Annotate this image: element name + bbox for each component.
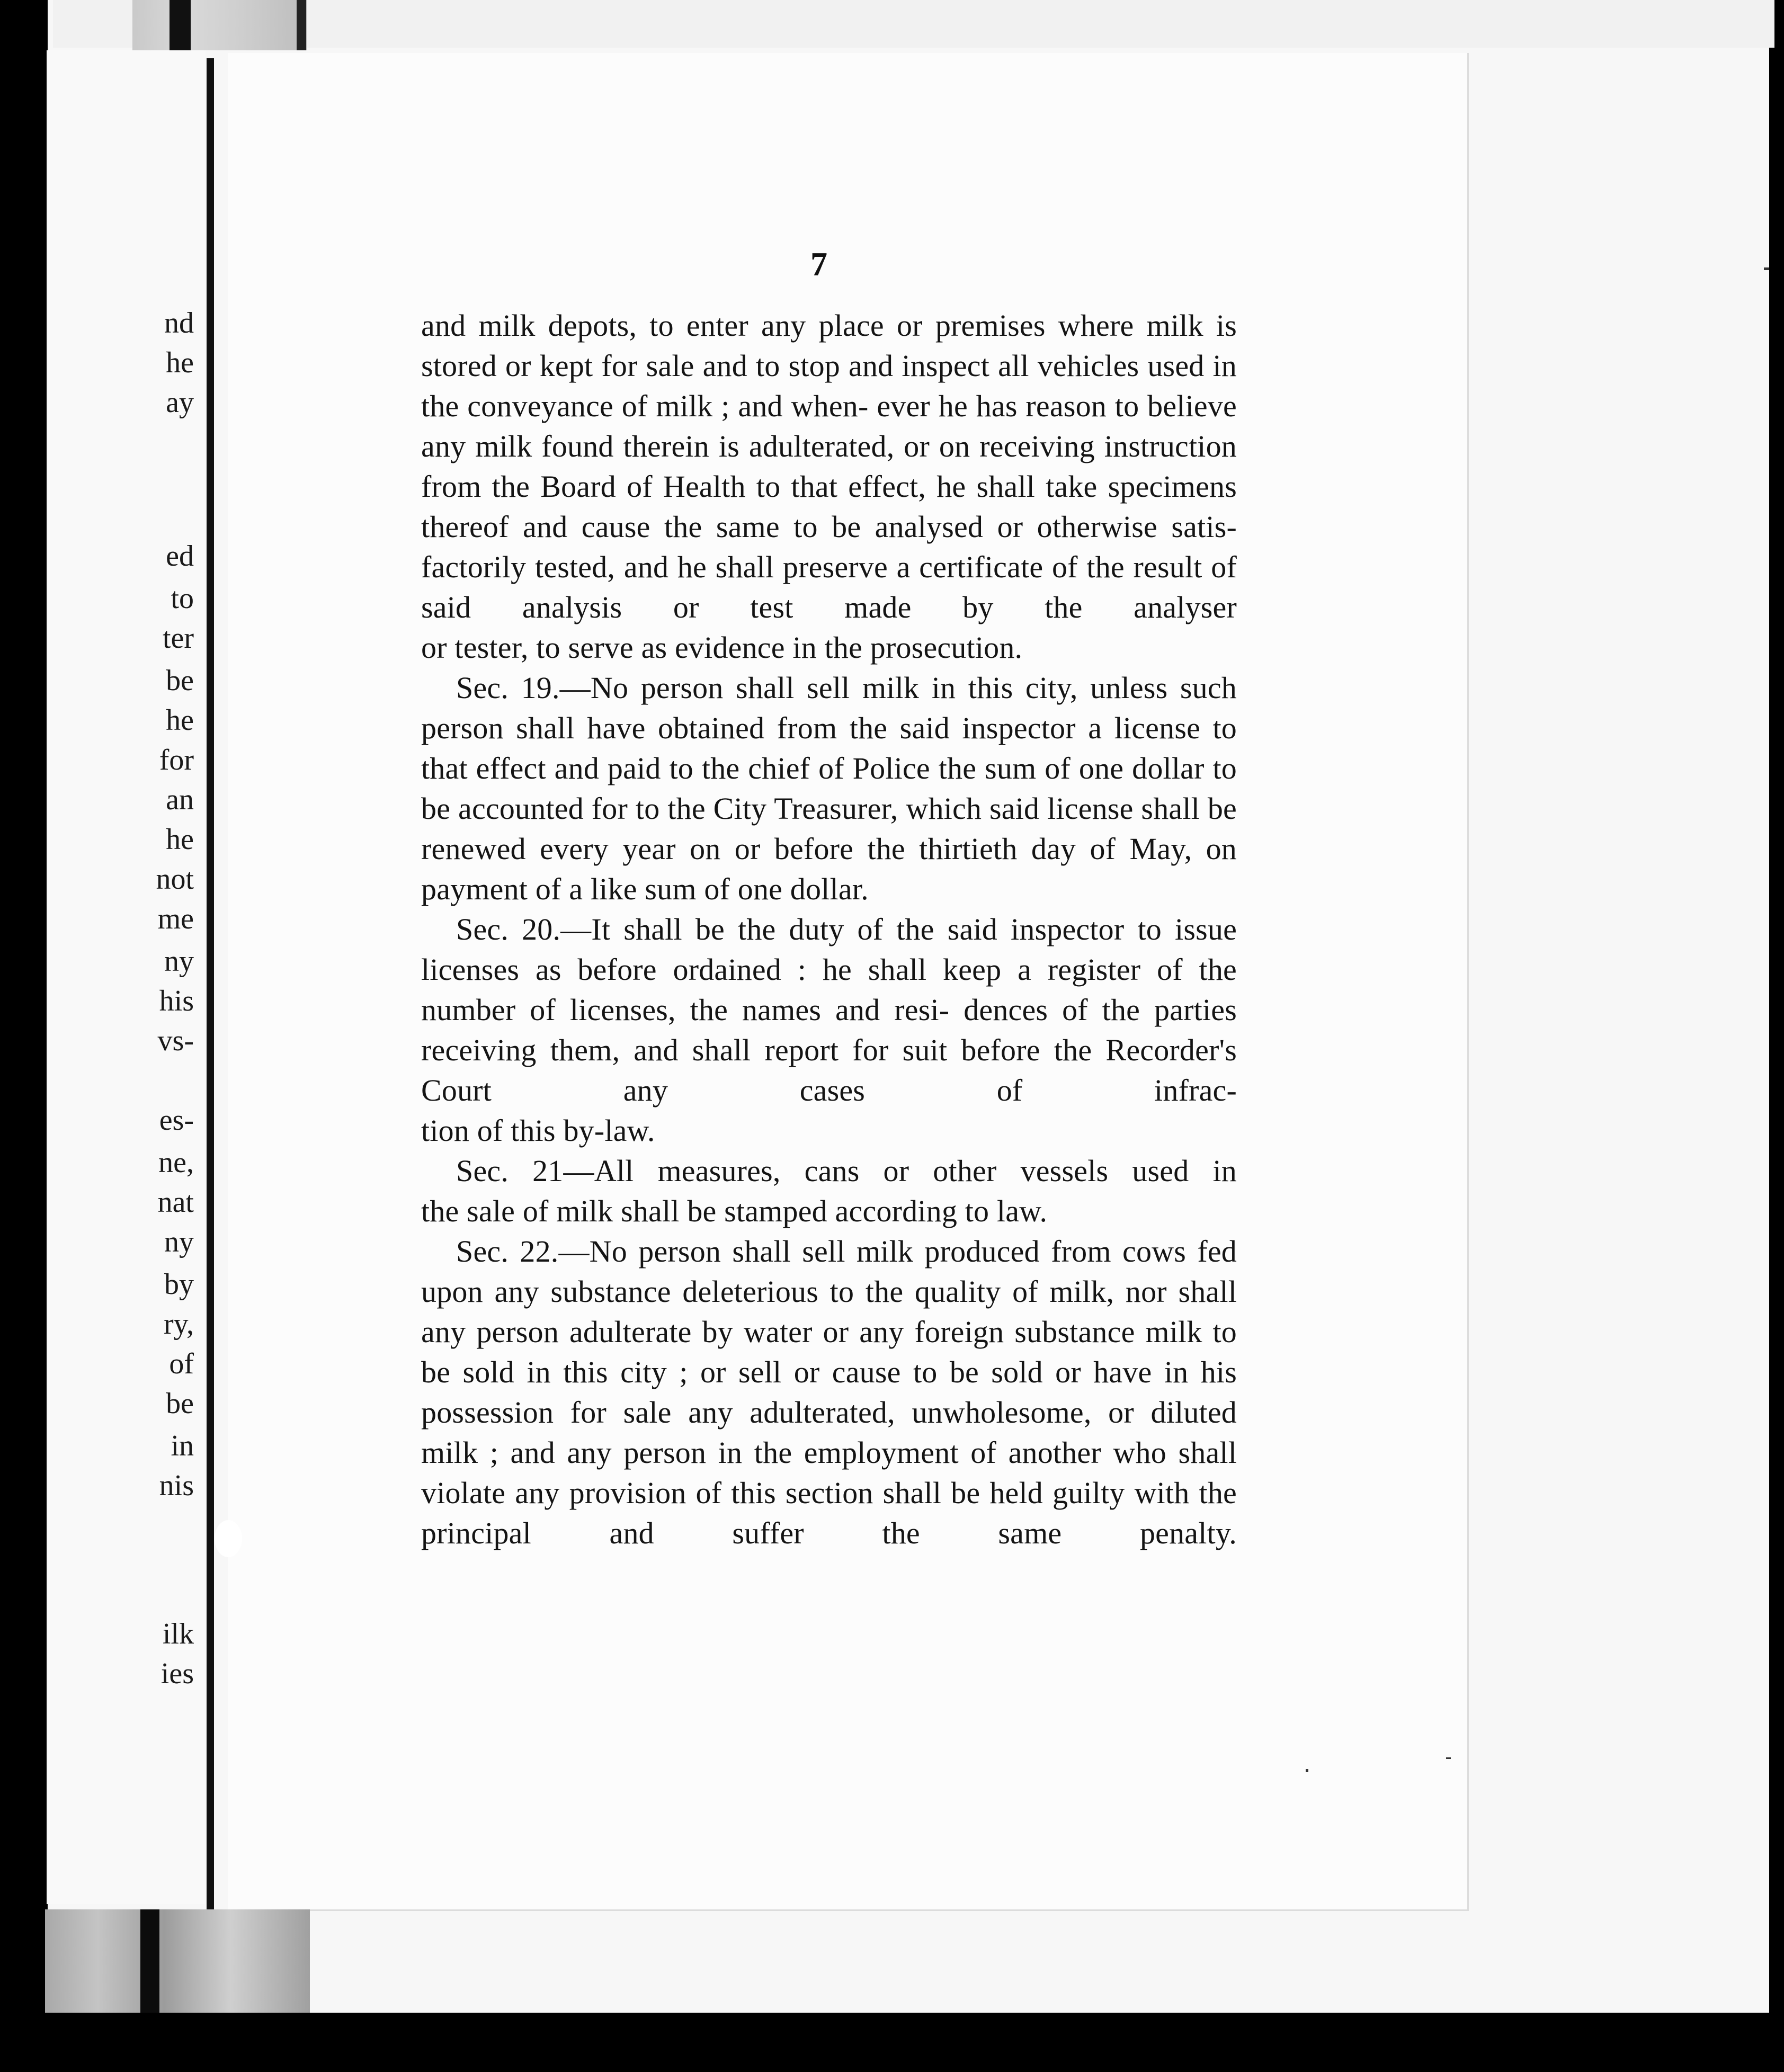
text-line: and cause the same to be analysed or otherwise satis- <box>523 510 1237 544</box>
paragraph-sec-22 <box>421 1231 1237 1553</box>
scan-mark <box>1306 1769 1308 1772</box>
text-line: guilty with the principal and suffer the same penalty. <box>421 1476 1237 1550</box>
text-line: the result of said analysis or test made by the analyser <box>421 550 1237 624</box>
left-fragment: ny <box>164 945 194 978</box>
binding-top-dark-strip <box>170 0 191 50</box>
text-line: every year on or before the thirtieth day of May, on <box>540 832 1237 866</box>
left-fragment: be <box>166 1387 194 1420</box>
left-fragment: ies <box>160 1657 194 1690</box>
paragraph-sec-21 <box>421 1151 1237 1191</box>
left-fragment: in <box>171 1430 194 1462</box>
text-line: the City Treasurer, which said license shall be renewed <box>421 791 1237 866</box>
left-fragment: he <box>166 704 194 737</box>
left-fragment: ay <box>166 386 194 419</box>
text-line: inspector a license to that effect and paid to the chief <box>421 711 1237 785</box>
left-fragment: ter <box>162 622 194 655</box>
left-fragment: ne, <box>158 1146 194 1179</box>
binding-bottom <box>45 1909 310 2013</box>
page-number: 7 <box>810 245 827 283</box>
text-line: tion of this by-law. <box>421 1113 655 1148</box>
paragraph-sec-20 <box>421 909 1237 1111</box>
left-fragment: ed <box>166 540 194 573</box>
left-fragment: me <box>157 903 194 935</box>
left-facing-page <box>47 50 206 1904</box>
left-fragment: he <box>166 823 194 856</box>
text-line: any person in the employment of another who shall <box>567 1435 1237 1470</box>
text-line: of Police the sum of one dollar to be accounted for to <box>421 751 1237 826</box>
scan-mark <box>1764 267 1769 270</box>
paragraph-sec-20-end <box>421 1111 1237 1151</box>
text-line: dences of the parties receiving them, and shall report <box>421 993 1237 1067</box>
left-fragment: ny <box>164 1226 194 1258</box>
text-line: adulterated, or on receiving instruction from the Board <box>421 429 1237 504</box>
text-line: payment of a like sum of one dollar. <box>421 872 869 906</box>
book-spine <box>207 58 214 1912</box>
text-line: of milk, nor shall any person adulterate by water or <box>421 1274 1237 1349</box>
left-fragment: for <box>159 744 194 776</box>
paragraph-sec-19 <box>421 668 1237 869</box>
scan-bottom-border <box>0 2013 1784 2072</box>
paragraph-sec-21-end <box>421 1191 1237 1231</box>
left-fragment: vs- <box>157 1024 194 1057</box>
text-line: any adulterated, unwholesome, or diluted milk ; and <box>421 1395 1237 1470</box>
left-fragment: nd <box>164 307 194 340</box>
left-fragment: nat <box>157 1186 194 1219</box>
text-line: Sec. 21—All measures, cans or other vessels used in <box>456 1154 1237 1188</box>
left-fragment: to <box>171 582 194 615</box>
left-fragment: by <box>164 1268 194 1301</box>
text-line: any foreign substance milk to be sold in this city ; or <box>421 1315 1237 1389</box>
left-fragment: es- <box>159 1104 194 1137</box>
text-line: all vehicles used in the conveyance of milk ; and when- <box>421 349 1237 423</box>
text-line: sell or cause to be sold or have in his possession for sale <box>421 1355 1237 1430</box>
paragraph-sec-19-end <box>421 869 1237 909</box>
text-line: the sale of milk shall be stamped according to law. <box>421 1194 1048 1228</box>
paragraph-continuation-end <box>421 628 1237 668</box>
left-fragment: be <box>166 664 194 697</box>
text-line: cows fed upon any substance deleterious to the quality <box>421 1234 1237 1309</box>
text-line: unless such person shall have obtained from the said <box>421 671 1237 745</box>
text-line: violate any provision of this section shall be held <box>421 1476 1043 1510</box>
left-fragment: an <box>166 783 194 816</box>
left-fragment: nis <box>159 1469 194 1502</box>
text-line: milk is stored or kept for sale and to stop and inspect <box>421 308 1237 383</box>
text-line: of Health to that effect, he shall take specimens thereof <box>421 469 1237 544</box>
page-body <box>421 306 1237 1553</box>
text-line: ever he has reason to believe any milk found therein is <box>421 389 1237 463</box>
text-line: factorily tested, and he shall preserve a certificate of <box>421 550 1078 584</box>
text-line: for suit before the Recorder's Court any cases of infrac- <box>421 1033 1237 1108</box>
left-fragment: he <box>166 346 194 379</box>
left-fragment: of <box>169 1347 194 1380</box>
left-fragment: not <box>156 863 194 896</box>
left-fragment: ilk <box>162 1618 194 1650</box>
text-line: Sec. 19.—No person shall sell milk in this city, <box>456 671 1078 705</box>
sheet-top-edge <box>53 0 1774 48</box>
binding-bottom-dark-strip <box>140 1909 159 2013</box>
left-fragment: ry, <box>163 1308 194 1341</box>
paragraph-continuation <box>421 306 1237 628</box>
binding-top-dark-strip-2 <box>297 0 306 50</box>
text-line: or tester, to serve as evidence in the prosecution. <box>421 630 1023 665</box>
binding-top <box>132 0 307 50</box>
text-line: Sec. 20.—It shall be the duty of the said inspector to <box>456 912 1162 946</box>
scan-mark <box>1446 1757 1451 1759</box>
binding-hole <box>215 1520 242 1557</box>
text-line: issue licenses as before ordained : he shall keep a <box>421 912 1237 987</box>
left-page-fragments <box>47 50 206 1904</box>
text-line: and milk depots, to enter any place or premises where <box>421 308 1134 343</box>
left-fragment: his <box>159 985 194 1017</box>
text-line: register of the number of licenses, the names and resi- <box>421 952 1237 1027</box>
text-line: Sec. 22.—No person shall sell milk produced from <box>456 1234 1111 1269</box>
